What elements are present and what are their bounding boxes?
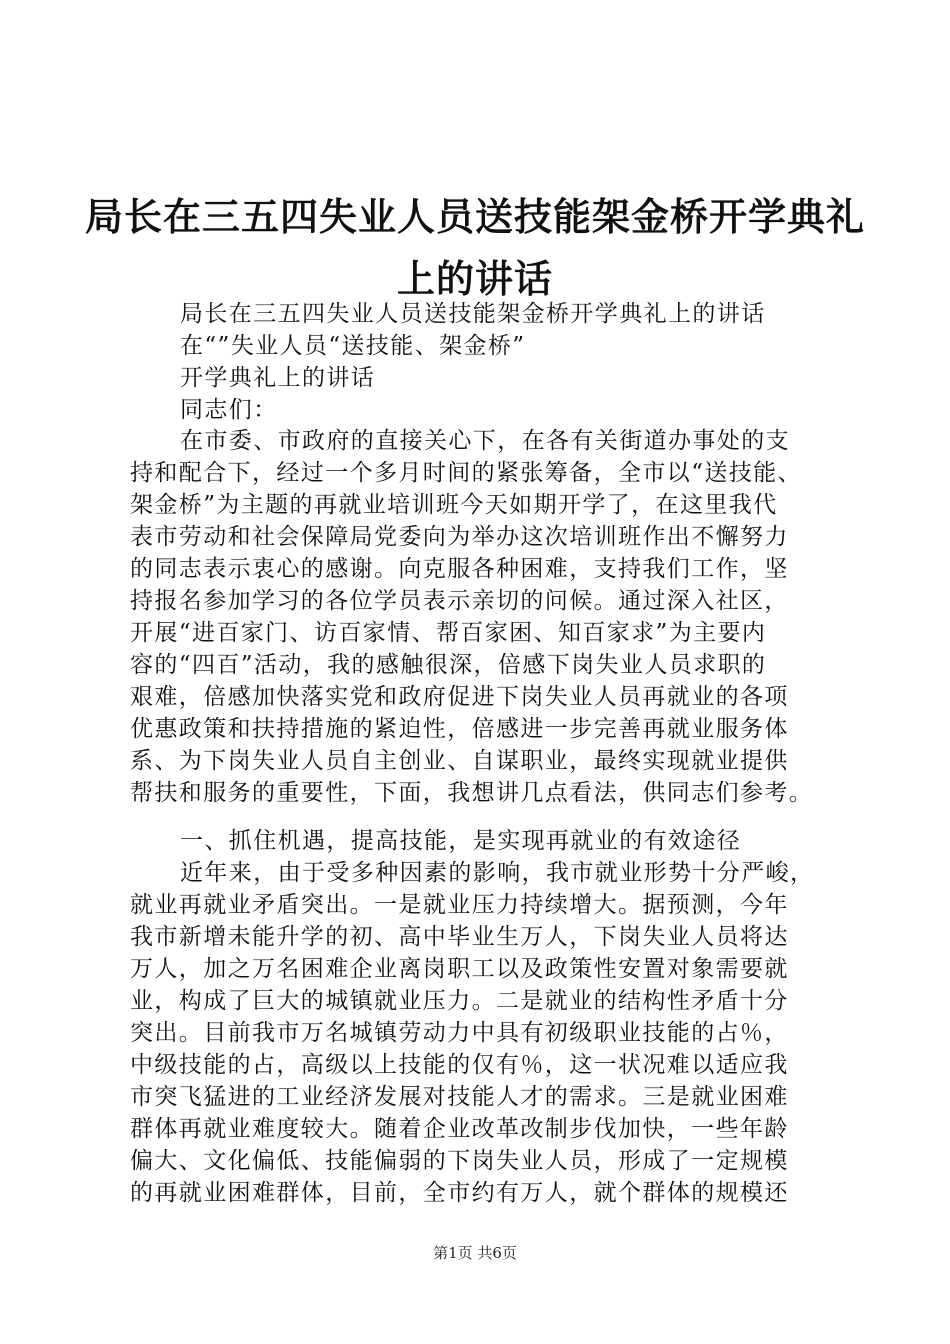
paragraph-2-line: 业，构成了巨大的城镇就业压力。二是就业的结构性矛盾十分: [130, 988, 789, 1014]
paragraph-1-line: 开展“进百家门、访百家情、帮百家困、知百家求”为主要内: [130, 620, 767, 646]
paragraph-1-line: 帮扶和服务的重要性，下面，我想讲几点看法，供同志们参考。: [130, 780, 814, 806]
paragraph-1-line: 优惠政策和扶持措施的紧迫性，倍感进一步完善再就业服务体: [130, 716, 789, 742]
paragraph-2-line: 万人，加之万名困难企业离岗职工以及政策性安置对象需要就: [130, 956, 789, 982]
document-title-line-2: 上的讲话: [396, 256, 553, 301]
page-number: 第1页 共6页: [433, 1244, 517, 1262]
paragraph-2-line: 群体再就业难度较大。随着企业改革改制步伐加快，一些年龄: [130, 1116, 789, 1142]
section-heading: 一、抓住机遇，提高技能，是实现再就业的有效途径: [180, 828, 742, 854]
paragraph-1-line: 持和配合下，经过一个多月时间的紧张筹备，全市以“送技能、: [130, 460, 802, 486]
paragraph-2-line: 的再就业困难群体，目前，全市约有万人，就个群体的规模还: [130, 1180, 789, 1206]
paragraph-2-line: 市突飞猛进的工业经济发展对技能人才的需求。三是就业困难: [130, 1084, 789, 1110]
paragraph-1-line: 系、为下岗失业人员自主创业、自谋职业，最终实现就业提供: [130, 748, 789, 774]
header-line: 在“”失业人员“送技能、架金桥”: [180, 333, 526, 359]
paragraph-1-line: 持报名参加学习的各位学员表示亲切的问候。通过深入社区，: [130, 588, 789, 614]
header-line: 局长在三五四失业人员送技能架金桥开学典礼上的讲话: [180, 301, 766, 327]
paragraph-2-line: 中级技能的占，高级以上技能的仅有％，这一状况难以适应我: [130, 1052, 789, 1078]
paragraph-2-line: 偏大、文化偏低、技能偏弱的下岗失业人员，形成了一定规模: [130, 1148, 789, 1174]
paragraph-2-line: 就业再就业矛盾突出。一是就业压力持续增大。据预测，今年: [130, 892, 789, 918]
paragraph-1-line: 艰难，倍感加快落实党和政府促进下岗失业人员再就业的各项: [130, 684, 789, 710]
paragraph-2-line: 近年来，由于受多种因素的影响，我市就业形势十分严峻，: [180, 860, 815, 886]
paragraph-1-line: 容的“四百”活动，我的感触很深，倍感下岗失业人员求职的: [130, 652, 767, 678]
salutation: 同志们：: [180, 397, 278, 423]
paragraph-1-line: 表市劳动和社会保障局党委向为举办这次培训班作出不懈努力: [130, 524, 789, 550]
paragraph-2-line: 我市新增未能升学的初、高中毕业生万人，下岗失业人员将达: [130, 924, 789, 950]
paragraph-1-line: 的同志表示衷心的感谢。向克服各种困难，支持我们工作，坚: [130, 556, 789, 582]
paragraph-1-line: 架金桥”为主题的再就业培训班今天如期开学了，在这里我代: [130, 492, 778, 518]
document-title-line-1: 局长在三五四失业人员送技能架金桥开学典礼: [84, 194, 865, 239]
paragraph-1-line: 在市委、市政府的直接关心下，在各有关街道办事处的支: [180, 428, 790, 454]
header-line: 开学典礼上的讲话: [180, 365, 376, 391]
paragraph-2-line: 突出。目前我市万名城镇劳动力中具有初级职业技能的占％，: [130, 1020, 789, 1046]
